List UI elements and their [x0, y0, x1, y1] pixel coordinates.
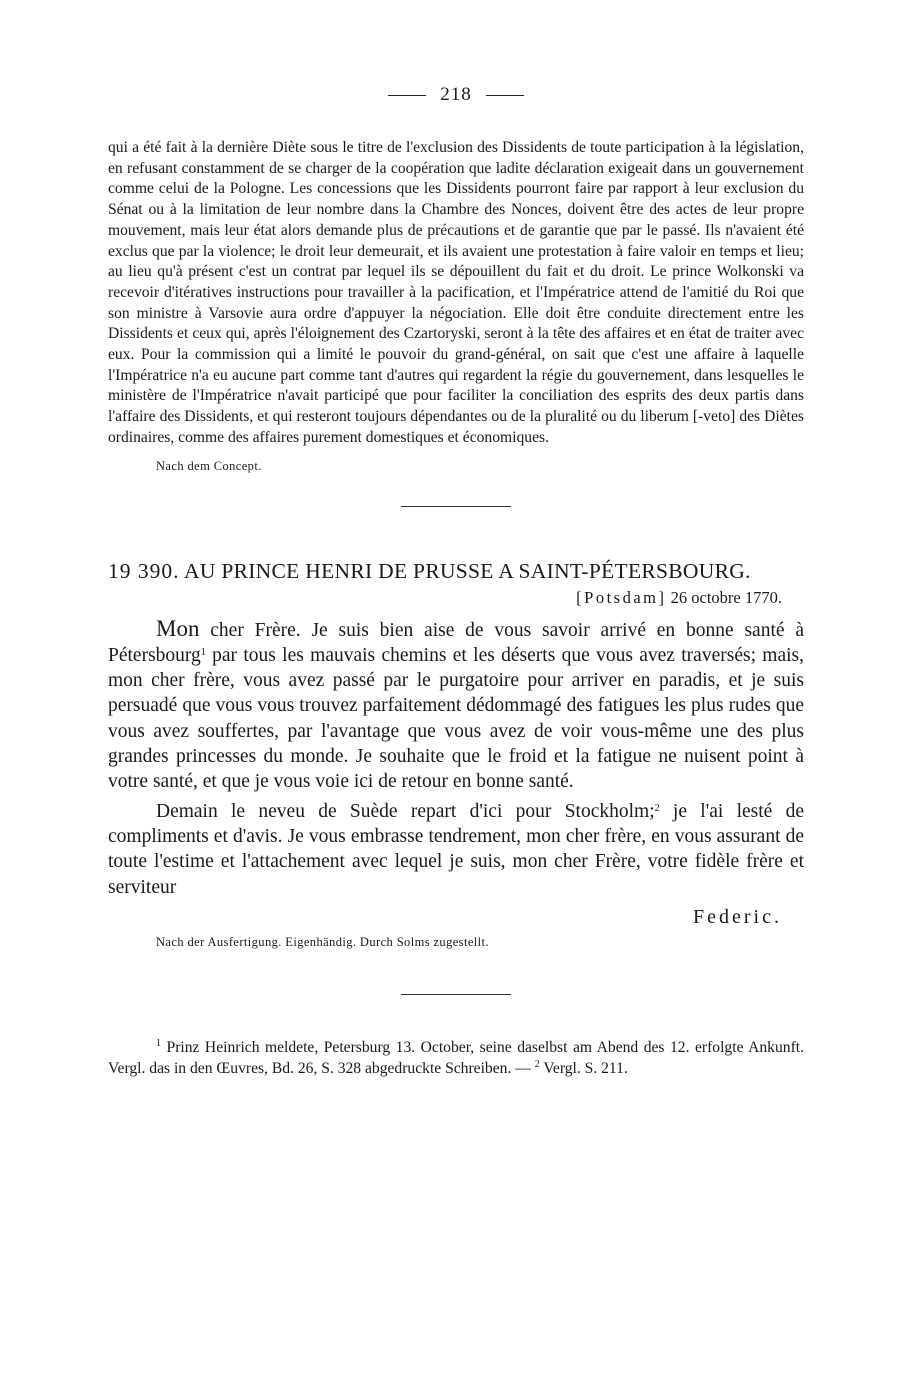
letter-paragraph-2-part-a: Demain le neveu de Suède repart d'ici pour Stockholm; [156, 800, 655, 822]
letter-paragraph-1-part-b: par tous les mauvais chemins et les déserts que vous avez traversés; mais, mon cher frère, vous avez passé par le purgatoire pour arriver en paradis, et je suis persuadé que vous vous trouvez parfaitement dédommagé des fatigues les plus rudes que vous avez souffertes, par l'avantage que vous avez de voir vous-même une des plus grandes princesses du monde. Je souhaite que le froid et la fatigue ne nuisent point à votre santé, et que je vous voie ici de retour en bonne santé. [108, 644, 805, 793]
letter-paragraph-1-part-a: cher Frère. Je suis bien aise de vous savoir arrivé en bonne santé à Pétersbourg [108, 619, 804, 666]
footnote-divider [401, 994, 511, 995]
section-divider [401, 506, 511, 507]
footnotes [108, 1037, 804, 1079]
letter-heading [108, 559, 804, 584]
letter-paragraph-2-part-b: je l'ai lesté de compliments et d'avis. Je vous embrasse tendrement, mon cher frère, en vous assurant de toute l'estime et l'attachement avec lequel je suis, mon cher Frère, votre fidèle frère et serviteur [108, 800, 805, 898]
continuation-source-note: Nach dem Concept. [156, 458, 262, 473]
header-rule-left [388, 95, 426, 96]
letter-dateline [108, 588, 782, 608]
letter-paragraph-2 [108, 799, 804, 900]
footnote-2-text: Vergl. S. 211. [543, 1059, 628, 1077]
page-number: 218 [440, 84, 472, 105]
letter-number: 19 390. [108, 558, 180, 583]
letter-place: [Potsdam] [576, 587, 667, 607]
letter-paragraph-1 [108, 616, 804, 795]
document-page [108, 84, 804, 1079]
footnote-1-text: Prinz Heinrich meldete, Petersburg 13. October, seine daselbst am Abend des 12. erfolgte Ankunft. Vergl. das in den Œuvres, Bd. 26, S. 328 abgedruckte Schreiben. — [108, 1038, 805, 1077]
footnote-marker-1: 1 [156, 1037, 161, 1049]
letter-signature: Federic. [693, 905, 782, 928]
footnote-ref-1: 1 [200, 646, 206, 658]
header-rule-right [486, 95, 524, 96]
page-header [108, 84, 804, 106]
salutation-initial: Mon [156, 615, 200, 641]
letter-source-note: Nach der Ausfertigung. Eigenhändig. Durch Solms zugestellt. [156, 934, 489, 949]
letter-date: 26 octobre 1770. [670, 587, 782, 607]
footnote-ref-2: 2 [654, 802, 660, 814]
footnote-marker-2: 2 [534, 1058, 540, 1070]
letter-title: AU PRINCE HENRI DE PRUSSE A SAINT-PÉTERSBOURG. [184, 558, 751, 583]
continuation-paragraph: qui a été fait à la dernière Diète sous le titre de l'exclusion des Dissidents de toute participation à la législation, en refusant constamment de se charger de la coopération que ladite déclaration exigeait dans un gouvernement comme celui de la Pologne. Les concessions que les Dissidents pourront faire par rapport à leur exclusion du Sénat ou à la limitation de leur nombre dans la Chambre des Nonces, doivent être des actes de leur propre mouvement, mais leur état alors demande plus de précautions et de garantie que par le passé. Ils n'avaient été exclus que par la violence; le droit leur demeurait, et ils avaient une protestation à faire valoir en temps et lieu; au lieu qu'à présent c'est un contrat par lequel ils se dépouillent du fait et du droit. Le prince Wolkonski va recevoir d'itératives instructions pour travailler à la pacification, et l'Impératrice attend de l'amitié du Roi que son ministre à Varsovie aura ordre d'appuyer la négociation. Elle doit être conduite directement entre les Dissidents et ceux qui, après l'éloignement des Czartoryski, seront à la tête des affaires et en état de traiter avec eux. Pour la commission qui a limité le pouvoir du grand-général, on sait que c'est une affaire à laquelle l'Impératrice n'a eu aucune part comme tant d'autres qui regardent la régie du gouvernement, dans lesquelles le ministère de l'Impératrice n'avait participé que pour faciliter la conciliation des esprits des deux partis dans l'affaire des Dissidents, et qui resteront toujours dépendantes ou de la pluralité ou du liberum [-veto] des Diètes ordinaires, comme des affaires purement domestiques et économiques. [108, 139, 804, 446]
